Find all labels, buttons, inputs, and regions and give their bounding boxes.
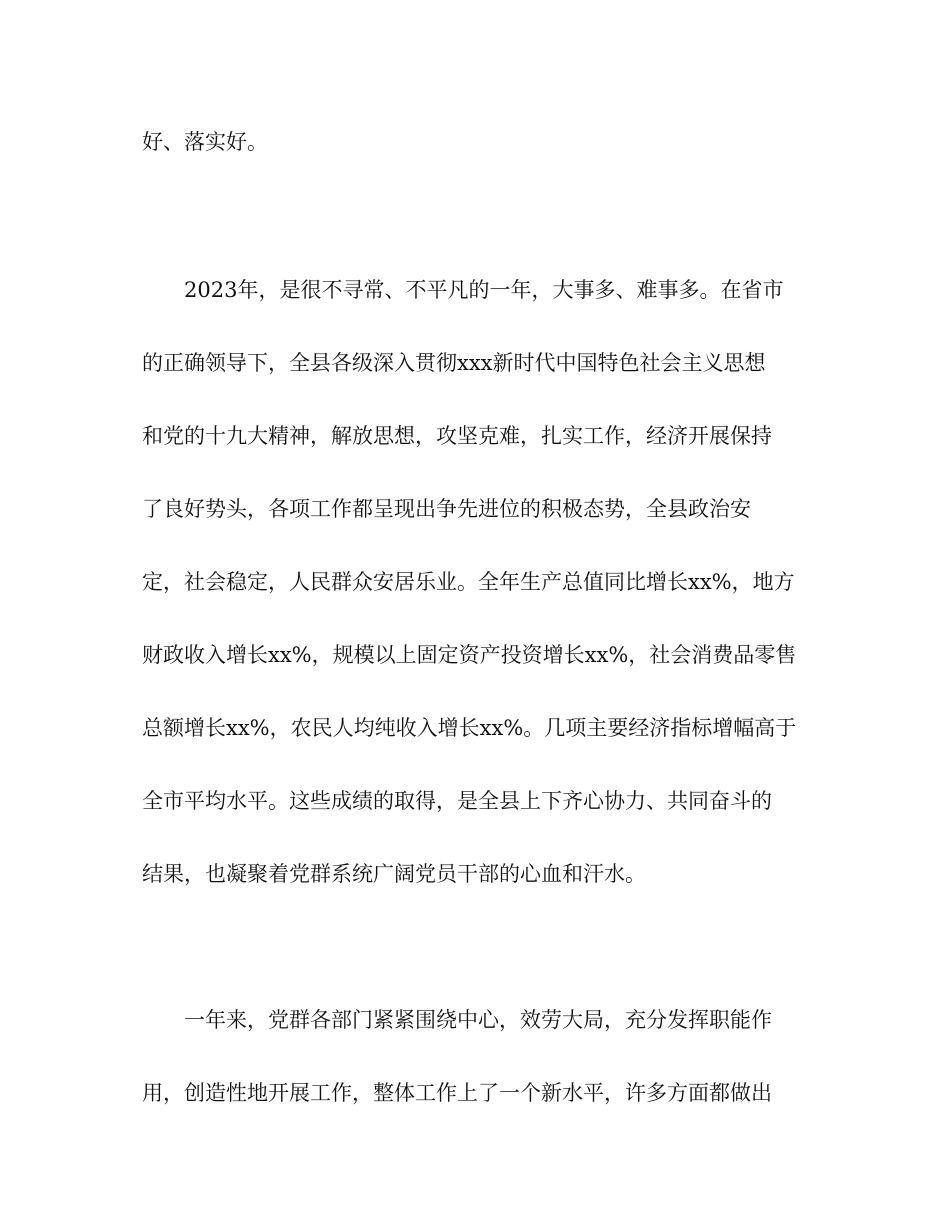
paragraph-2-line-3: 和党的十九大精神，解放思想，攻坚克难，扎实工作，经济开展保持 [142,424,772,448]
paragraph-2-line-4: 了良好势头，各项工作都呈现出争先进位的积极态势，全县政治安 [142,497,751,521]
paragraph-2-line-1: 2023年，是很不寻常、不平凡的一年，大事多、难事多。在省市 [184,278,784,302]
paragraph-2-line-6: 财政收入增长xx%，规模以上固定资产投资增长xx%，社会消费品零售 [142,643,797,667]
paragraph-2-line-7: 总额增长xx%，农民人均纯收入增长xx%。几项主要经济指标增幅高于 [142,716,797,740]
paragraph-2-line-9: 结果，也凝聚着党群系统广阔党员干部的心血和汗水。 [142,862,646,886]
paragraph-2-line-5: 定，社会稳定，人民群众安居乐业。全年生产总值同比增长xx%，地方 [142,570,795,594]
paragraph-2-line-8: 全市平均水平。这些成绩的取得，是全县上下齐心协力、共同奋斗的 [142,789,772,813]
paragraph-3-line-2: 用，创造性地开展工作，整体工作上了一个新水平，许多方面都做出 [142,1081,772,1105]
paragraph-3-line-1: 一年来，党群各部门紧紧围绕中心，效劳大局，充分发挥职能作 [184,1008,772,1032]
paragraph-2-line-2: 的正确领导下，全县各级深入贯彻xxx新时代中国特色社会主义思想 [142,351,766,375]
paragraph-1-line-1: 好、落实好。 [142,130,268,154]
